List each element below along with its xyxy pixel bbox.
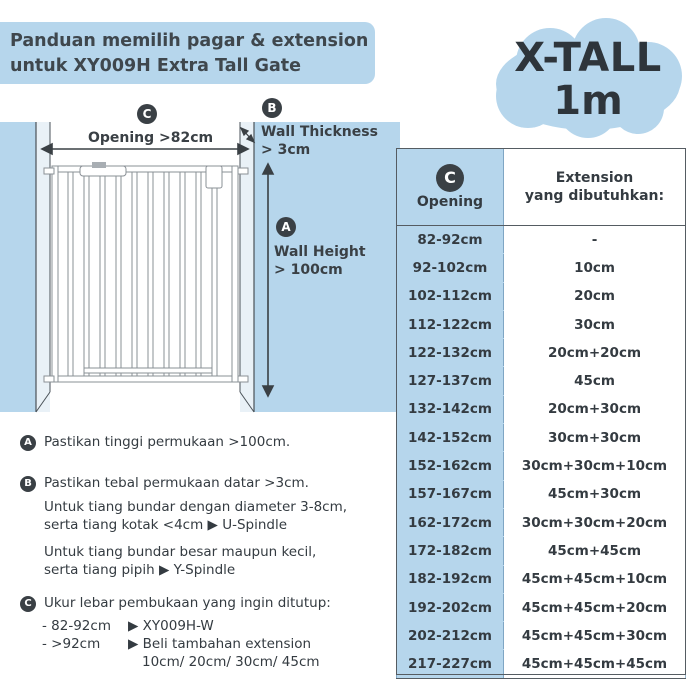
height-label-line-1: Wall Height [274, 244, 366, 260]
instruction-c-option-2-result-line-2: 10cm/ 20cm/ 30cm/ 45cm [142, 654, 320, 670]
table-row [397, 310, 686, 338]
instruction-c-option-1-range: - 82-92cm [42, 618, 111, 634]
row-extension: 20cm+20cm [504, 339, 686, 367]
row-opening: 92-102cm [397, 254, 504, 282]
row-opening: 192-202cm [397, 593, 504, 621]
row-extension: 10cm [504, 254, 686, 282]
gate [44, 166, 248, 382]
opening-label: Opening >82cm [88, 130, 214, 146]
instruction-c-option-2-result-line-1: ▶ Beli tambahan extension [128, 636, 312, 652]
height-label-line-2: > 100cm [274, 262, 343, 278]
row-opening: 132-142cm [397, 395, 504, 423]
row-opening: 142-152cm [397, 424, 504, 452]
table-header-extension-line-1: Extension [555, 169, 634, 186]
row-opening: 122-132cm [397, 339, 504, 367]
table-header-row [397, 149, 686, 226]
row-opening: 112-122cm [397, 310, 504, 338]
instruction-b-sub1-line-2: serta tiang kotak <4cm ▶ U-Spindle [44, 517, 288, 533]
table-row [397, 452, 686, 480]
row-extension: 30cm [504, 310, 686, 338]
table-row [397, 537, 686, 565]
table-row [397, 650, 686, 678]
row-opening: 157-167cm [397, 480, 504, 508]
instruction-b-text: Pastikan tebal permukaan datar >3cm. [44, 475, 309, 491]
row-opening: 152-162cm [397, 452, 504, 480]
row-opening: 172-182cm [397, 537, 504, 565]
table-header-extension [504, 149, 686, 226]
instruction-b-sub1-line-1: Untuk tiang bundar dengan diameter 3-8cm, [44, 499, 348, 515]
table-header-opening-label: Opening [416, 194, 484, 210]
table-row [397, 593, 686, 621]
instruction-a-marker: A [20, 435, 36, 451]
title-line-2: untuk XY009H Extra Tall Gate [10, 56, 302, 76]
row-extension: 45cm+30cm [504, 480, 686, 508]
row-extension: 30cm+30cm+20cm [504, 508, 686, 536]
table-row [397, 508, 686, 536]
table-header-extension-line-2: yang dibutuhkan: [524, 187, 665, 204]
title-line-1: Panduan memilih pagar & extension [10, 31, 369, 51]
row-opening: 217-227cm [397, 650, 504, 678]
row-opening: 82-92cm [397, 226, 504, 254]
instruction-a-text: Pastikan tinggi permukaan >100cm. [44, 434, 291, 450]
instruction-b-sub2-line-1: Untuk tiang bundar besar maupun kecil, [44, 544, 317, 560]
table-row [397, 622, 686, 650]
thickness-label-line-2: > 3cm [261, 142, 311, 158]
table-row [397, 395, 686, 423]
table-row [397, 282, 686, 310]
table-row [397, 565, 686, 593]
opening-marker: C [137, 104, 157, 124]
table-row [397, 254, 686, 282]
thickness-label-line-1: Wall Thickness [261, 124, 378, 140]
row-opening: 202-212cm [397, 622, 504, 650]
row-extension: 45cm+45cm+20cm [504, 593, 686, 621]
left-wall [0, 122, 50, 412]
instruction-c-marker: C [20, 596, 36, 612]
row-extension: - [504, 226, 686, 254]
row-opening: 102-112cm [397, 282, 504, 310]
row-extension: 45cm+45cm+30cm [504, 622, 686, 650]
instruction-c-option-1-result: ▶ XY009H-W [128, 618, 214, 634]
table-row [397, 424, 686, 452]
row-opening: 127-137cm [397, 367, 504, 395]
row-extension: 20cm+30cm [504, 395, 686, 423]
title-banner [0, 22, 375, 84]
height-marker: A [276, 217, 296, 237]
instruction-b-marker: B [20, 476, 36, 492]
thickness-marker: B [262, 98, 282, 118]
row-extension: 45cm+45cm [504, 537, 686, 565]
row-extension: 45cm [504, 367, 686, 395]
extension-table [396, 148, 686, 679]
row-extension: 45cm+45cm+45cm [504, 650, 686, 678]
instruction-c-option-2-range: - >92cm [42, 636, 101, 652]
badge-line-1: X-TALL [514, 35, 662, 81]
row-extension: 20cm [504, 282, 686, 310]
row-extension: 45cm+45cm+10cm [504, 565, 686, 593]
badge-line-2: 1m [553, 78, 623, 124]
row-extension: 30cm+30cm+10cm [504, 452, 686, 480]
table-header-opening [397, 149, 504, 226]
row-opening: 162-172cm [397, 508, 504, 536]
instruction-c-text: Ukur lebar pembukaan yang ingin ditutup: [44, 595, 331, 611]
instruction-b-sub2-line-2: serta tiang pipih ▶ Y-Spindle [44, 562, 236, 578]
table-header-marker: C [436, 164, 464, 192]
row-opening: 182-192cm [397, 565, 504, 593]
table-row [397, 339, 686, 367]
table-row [397, 226, 686, 254]
row-extension: 30cm+30cm [504, 424, 686, 452]
table-row [397, 367, 686, 395]
table-row [397, 480, 686, 508]
